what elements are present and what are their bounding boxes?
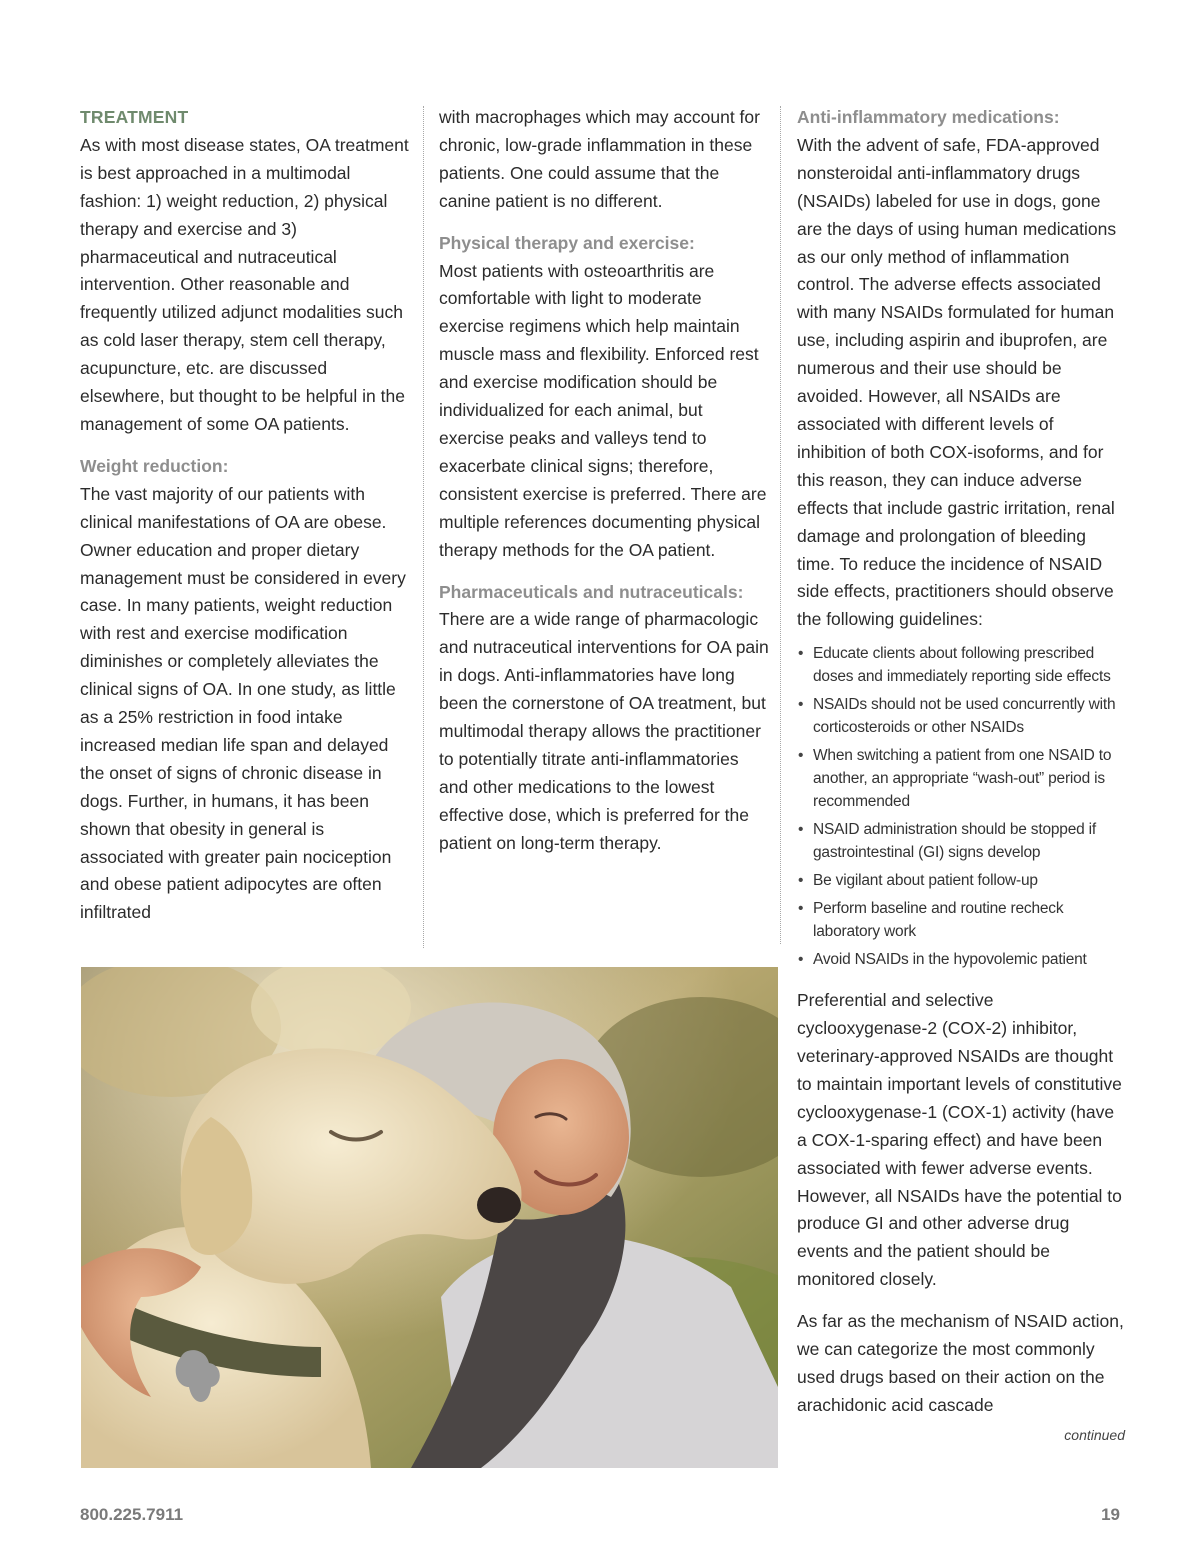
- list-item: • Educate clients about following prescribed doses and immediately reporting side effects: [797, 642, 1125, 688]
- column-right: [797, 104, 1125, 1450]
- weight-reduction-text: The vast majority of our patients with clinical manifestations of OA are obese. Owner education and proper dietary management must be considered in every case. In many patients, weight reduction with rest and exercise modification diminishes or completely alleviates the clinical signs of OA. In one study, as little as a 25% restriction in food intake increased median life span and delayed the onset of signs of chronic disease in dogs. Further, in humans, it has been shown that obesity in general is associated with greater pain nociception and obese patient adipocytes are often infiltrated: [80, 483, 406, 923]
- list-item: • Avoid NSAIDs in the hypovolemic patient: [797, 948, 1125, 971]
- treatment-intro: As with most disease states, OA treatment is best approached in a multimodal fashion: 1) weight reduction, 2) physical therapy and exercise and 3) pharmaceutical and nutraceutical intervention. Other reasonable and frequently utilized adjunct modalities such as cold laser therapy, stem cell therapy, acupuncture, etc. are discussed elsewhere, but thought to be helpful in the management of some OA patients.: [80, 134, 409, 434]
- mechanism-text: As far as the mechanism of NSAID action, we can categorize the most commonly used drugs based on their action on the arachidonic acid cascade: [797, 1311, 1124, 1415]
- list-item: • Perform baseline and routine recheck laboratory work: [797, 897, 1125, 943]
- list-item: • NSAIDs should not be used concurrently with corticosteroids or other NSAIDs: [797, 693, 1125, 739]
- footer-phone: 800.225.7911: [80, 1505, 184, 1524]
- woman-hugging-dog-photo: [81, 967, 778, 1468]
- list-item: • When switching a patient from one NSAID to another, an appropriate “wash-out” period is recommended: [797, 744, 1125, 813]
- column-left: [80, 104, 410, 941]
- cox-inhibitor-text: Preferential and selective cyclooxygenase-2 (COX-2) inhibitor, veterinary-approved NSAIDs are thought to maintain important levels of constitutive cyclooxygenase-1 (COX-1) activity (have a COX-1-sparing effect) and have been associated with fewer adverse events. However, all NSAIDs have the potential to produce GI and other adverse drug events and the patient should be monitored closely.: [797, 990, 1122, 1290]
- physical-therapy-text: Most patients with osteoarthritis are comfortable with light to moderate exercise regimens which help maintain muscle mass and flexibility. Enforced rest and exercise modification should be individualized for each animal, but exercise peaks and valleys tend to exacerbate clinical signs; therefore, consistent exercise is preferred. There are multiple references documenting physical therapy methods for the OA patient.: [439, 260, 767, 560]
- page-number: 19: [1101, 1505, 1120, 1524]
- continuation-text: with macrophages which may account for chronic, low-grade inflammation in these patients. One could assume that the canine patient is no different.: [439, 107, 760, 211]
- nsaid-guidelines-list: [797, 642, 1125, 971]
- list-item: • Be vigilant about patient follow-up: [797, 869, 1125, 892]
- treatment-heading: TREATMENT: [80, 107, 189, 127]
- column-middle: [439, 104, 769, 872]
- continued-label: continued: [1064, 1426, 1125, 1443]
- pharmaceuticals-heading: Pharmaceuticals and nutraceuticals:: [439, 581, 744, 602]
- weight-reduction-heading: Weight reduction:: [80, 455, 229, 476]
- column-divider-right: [780, 106, 781, 944]
- physical-therapy-heading: Physical therapy and exercise:: [439, 232, 695, 253]
- pharmaceuticals-text: There are a wide range of pharmacologic and nutraceutical interventions for OA pain in dogs. Anti-inflammatories have long been the cornerstone of OA treatment, but multimodal therapy allows the practitioner to potentially titrate anti-inflammatories and other medications to the lowest effective dose, which is preferred for the patient on long-term therapy.: [439, 609, 769, 853]
- anti-inflammatory-heading: Anti-inflammatory medications:: [797, 107, 1060, 127]
- column-divider-left: [423, 106, 424, 948]
- list-item: • NSAID administration should be stopped if gastrointestinal (GI) signs develop: [797, 818, 1125, 864]
- anti-inflammatory-text: With the advent of safe, FDA-approved nonsteroidal anti-inflammatory drugs (NSAIDs) labeled for use in dogs, gone are the days of using human medications as our only method of inflammation control. The adverse effects associated with many NSAIDs formulated for human use, including aspirin and ibuprofen, are numerous and their use should be avoided. However, all NSAIDs are associated with different levels of inhibition of both COX-isoforms, and for this reason, they can induce adverse effects that include gastric irritation, renal damage and prolongation of bleeding time. To reduce the incidence of NSAID side effects, practitioners should observe the following guidelines:: [797, 134, 1117, 630]
